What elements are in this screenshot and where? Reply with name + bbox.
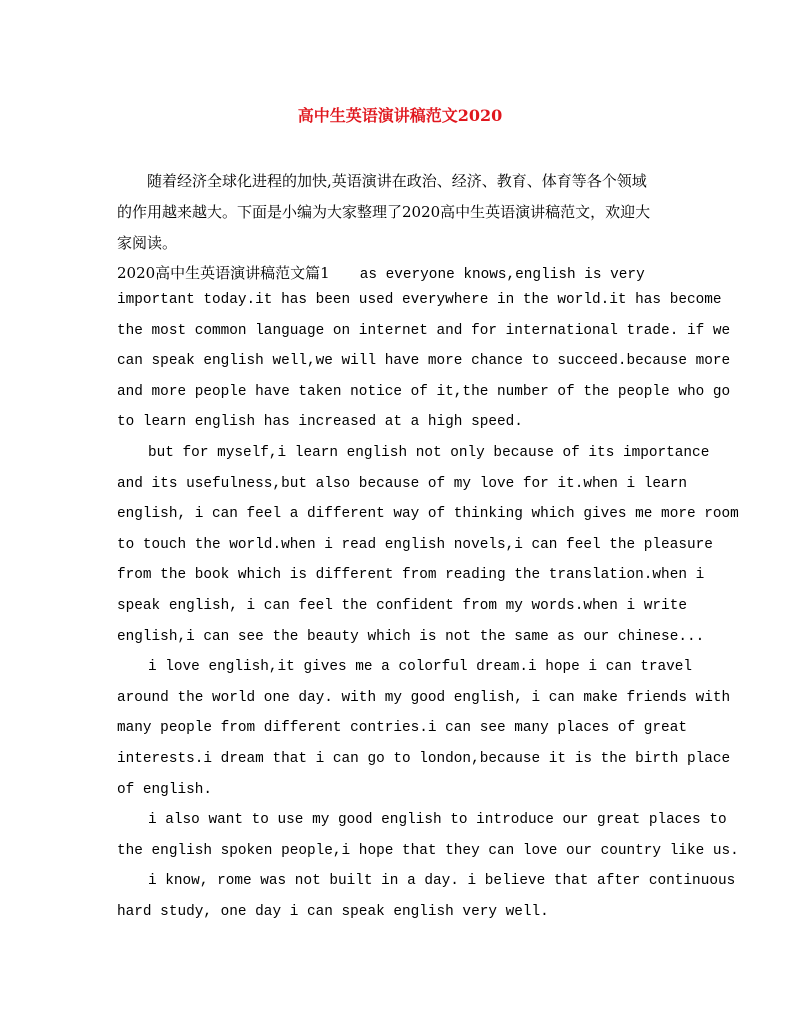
body-line: english,i can see the beauty which is not the same as our chinese... — [117, 628, 705, 645]
body-line: many people from different contries.i can see many places of great — [117, 720, 687, 737]
intro-line: 家阅读。 — [117, 234, 178, 252]
section-heading: 2020高中生英语演讲稿范文篇1 — [117, 264, 330, 282]
body-line: and its usefulness,but also because of my love for it.when i learn — [117, 475, 687, 492]
intro-paragraph — [117, 166, 687, 259]
speech-body — [117, 285, 739, 927]
body-line: can speak english well,we will have more chance to succeed.because more — [117, 353, 731, 370]
body-line: but for myself,i learn english not only because of its importance — [148, 444, 710, 461]
body-line: and more people have taken notice of it,the number of the people who go — [117, 383, 731, 400]
body-line: english, i can feel a different way of thinking which gives me more room — [117, 506, 739, 523]
body-line: to touch the world.when i read english novels,i can feel the pleasure — [117, 536, 713, 553]
document-title: 高中生英语演讲稿范文2020 — [297, 106, 503, 125]
body-line: the most common language on internet and for international trade. if we — [117, 322, 731, 339]
body-line: around the world one day. with my good english, i can make friends with — [117, 689, 731, 706]
body-line: hard study, one day i can speak english very well. — [117, 903, 549, 920]
body-line: i love english,it gives me a colorful dream.i hope i can travel — [148, 659, 693, 676]
intro-line: 随着经济全球化进程的加快,英语演讲在政治、经济、教育、体育等各个领域 — [147, 172, 647, 190]
body-line: interests.i dream that i can go to london,because it is the birth place — [117, 750, 731, 767]
section-first-text: as everyone knows,english is very — [359, 267, 645, 283]
intro-line: 的作用越来越大。下面是小编为大家整理了2020高中生英语演讲稿范文，欢迎大 — [117, 203, 651, 221]
body-line: from the book which is different from reading the translation.when i — [117, 567, 705, 584]
body-line: i also want to use my good english to introduce our great places to — [148, 812, 727, 829]
body-line: to learn english has increased at a high speed. — [117, 414, 523, 431]
body-line: i know, rome was not built in a day. i believe that after continuous — [148, 873, 736, 890]
body-line: the english spoken people,i hope that they can love our country like us. — [117, 842, 739, 859]
body-line: speak english, i can feel the confident from my words.when i write — [117, 597, 687, 614]
body-line: important today.it has been used everywhere in the world.it has become — [117, 292, 722, 308]
body-line: of english. — [117, 781, 212, 798]
